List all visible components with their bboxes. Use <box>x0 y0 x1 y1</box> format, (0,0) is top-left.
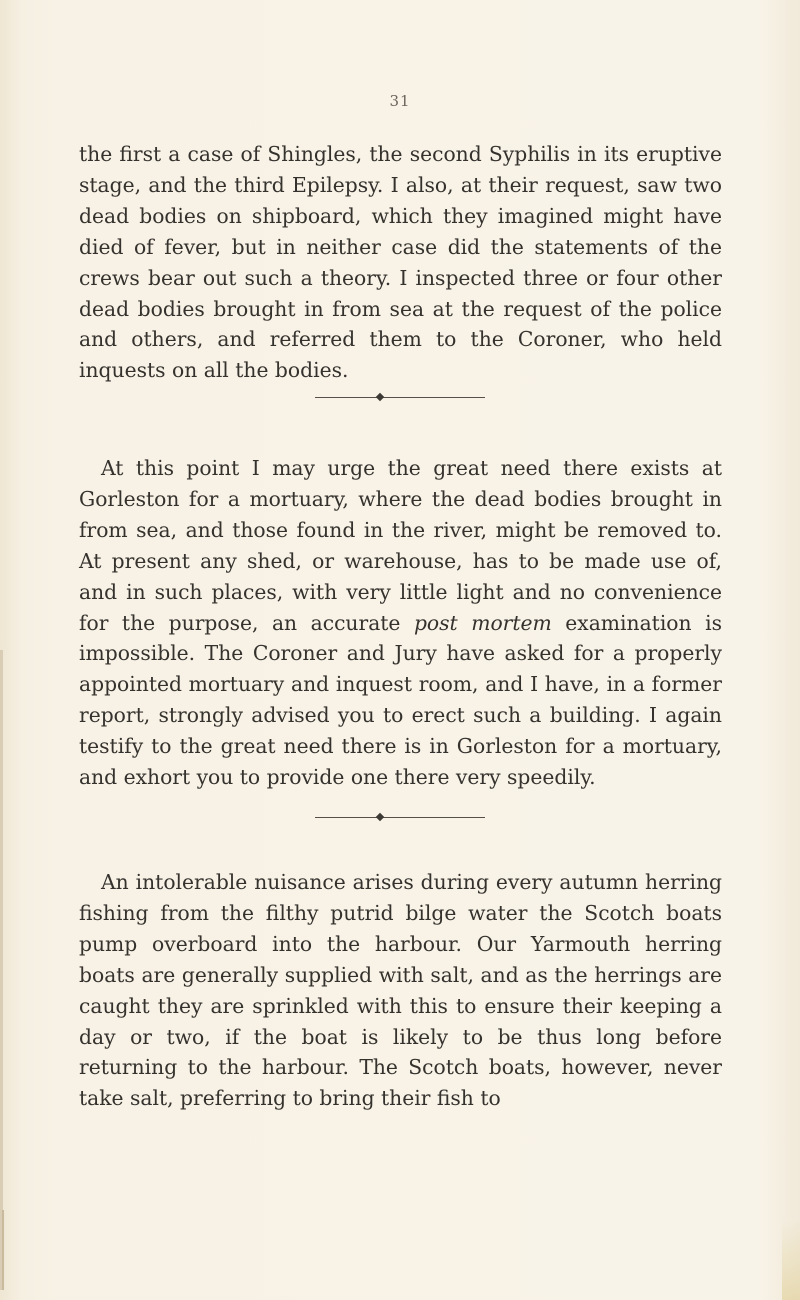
section-divider <box>315 393 485 403</box>
paper-corner-stain <box>782 1220 800 1300</box>
mortuary-text-end: examination is impossible. The Coroner and Jury have asked for a properly appointed mortuary and inquest room, and I have, in a former report, strongly advised you to erect such a building. I again testify to the great need there is in Gorleston for a mortuary, and exhort you to provide one there very speedily. <box>79 610 722 790</box>
paragraph-herring-nuisance: An intolerable nuisance arises during every autumn herring fishing from the filthy putrid bilge water the Scotch boats pump overboard into the harbour. Our Yarmouth herring boats are generally supplied with salt, and as the herrings are caught they are sprinkled with this to ensure their keeping a day or two, if the boat is likely to be thus long before returning to the harbour. The Scotch boats, however, never take salt, preferring to bring their fish to <box>79 870 722 1111</box>
paragraph-shingles-syphilis-epilepsy: the first a case of Shingles, the second Syphilis in its eruptive stage, and the third Epilepsy. I also, at their request, saw two dead bodies on shipboard, which they imagined might have died of fever, but in neither case did the statements of the crews bear out such a theory. I inspected three or four other dead bodies brought in from sea at the request of the police and others, and referred them to the Coroner, who held inquests on all the bodies. <box>79 142 722 383</box>
section-divider <box>315 813 485 823</box>
page-number: 31 <box>389 92 411 110</box>
page-edge-shadow <box>0 650 3 1290</box>
paragraph-mortuary <box>79 453 722 793</box>
mortuary-text-start: At this point I may urge the great need there exists at Gorleston for a mortuary, where the dead bodies brought in from sea, and those found in the river, might be removed to. At present any shed, or warehouse, has to be made use of, and in such places, with very little light and no convenience for the purpose, an accurate <box>79 456 722 635</box>
divider-line <box>315 817 485 818</box>
diamond-ornament-icon <box>376 393 384 401</box>
post-mortem-italic: post mortem <box>413 610 552 635</box>
page-edge-mark <box>2 1210 4 1290</box>
divider-line <box>315 397 485 398</box>
diamond-ornament-icon <box>376 813 384 821</box>
